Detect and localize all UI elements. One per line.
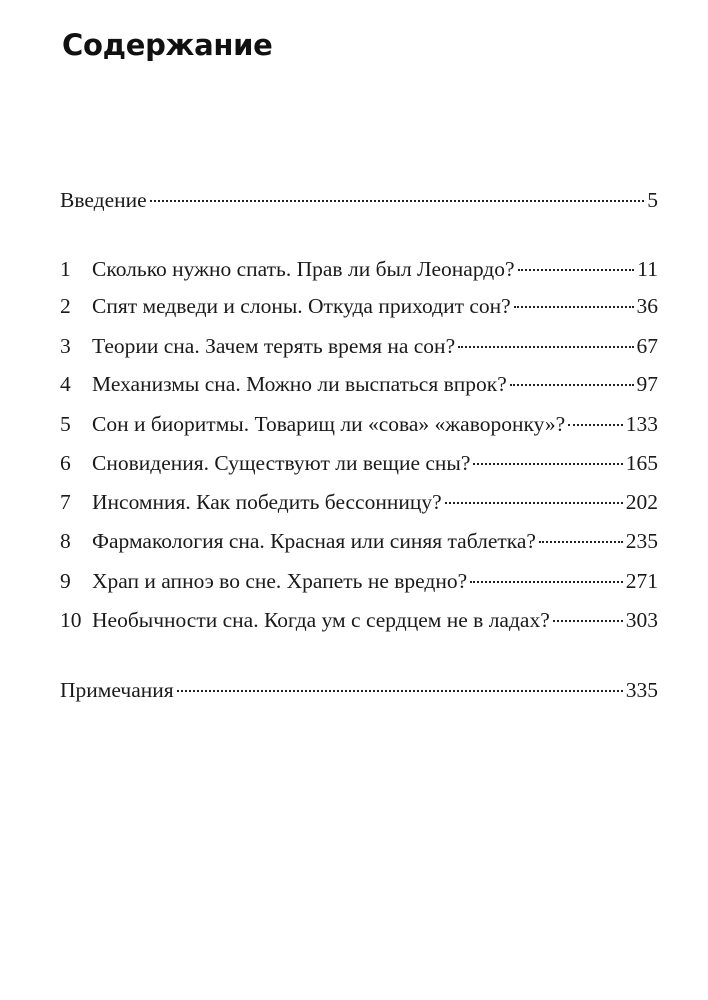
- toc-entry-chapter-7[interactable]: [60, 486, 658, 518]
- toc-leader-dots: [514, 306, 634, 308]
- toc-entry-title: Сколько нужно спать. Прав ли был Леонардо?: [92, 257, 515, 281]
- toc-leader-dots: [473, 463, 622, 465]
- toc-entry-title: Теории сна. Зачем терять время на сон?: [92, 334, 456, 358]
- toc-entry-chapter-9[interactable]: [60, 565, 658, 597]
- toc-page-number: 133: [625, 412, 658, 436]
- toc-chapter-number: 6: [60, 451, 71, 475]
- toc-chapter-number: 2: [60, 294, 71, 318]
- toc-entry-title: Примечания: [60, 678, 174, 702]
- toc-leader-dots: [539, 541, 623, 543]
- toc-entry-chapter-10[interactable]: [60, 604, 658, 636]
- toc-entry-chapter-3[interactable]: [60, 330, 658, 362]
- toc-chapter-number: 4: [60, 372, 71, 396]
- toc-entry-title: Фармакология сна. Красная или синяя таблетка?: [92, 529, 536, 553]
- toc-entry-chapter-8[interactable]: [60, 525, 658, 557]
- toc-entry-title: Инсомния. Как победить бессонницу?: [92, 490, 442, 514]
- toc-entry-chapter-1[interactable]: [60, 253, 658, 285]
- toc-page-number: 303: [625, 608, 658, 632]
- toc-chapter-number: 1: [60, 257, 71, 281]
- toc-chapter-number: 8: [60, 529, 71, 553]
- toc-page-number: 235: [625, 529, 658, 553]
- toc-chapter-number: 10: [60, 608, 82, 632]
- toc-entry-title: Храп и апноэ во сне. Храпеть не вредно?: [92, 569, 468, 593]
- toc-chapter-number: 7: [60, 490, 71, 514]
- toc-leader-dots: [470, 581, 623, 583]
- toc-entry-chapter-2[interactable]: [60, 290, 658, 322]
- toc-page-number: 11: [637, 257, 658, 281]
- toc-page-number: 67: [636, 334, 658, 358]
- toc-leader-dots: [553, 620, 623, 622]
- toc-chapter-number: 5: [60, 412, 71, 436]
- toc-page-number: 335: [625, 678, 658, 702]
- toc-entry-chapter-6[interactable]: [60, 447, 658, 479]
- toc-chapter-number: 3: [60, 334, 71, 358]
- toc-entry-intro[interactable]: [60, 184, 658, 216]
- toc-page-number: 165: [625, 451, 658, 475]
- toc-page-number: 202: [625, 490, 658, 514]
- toc-leader-dots: [445, 502, 623, 504]
- toc-page-number: 5: [647, 188, 658, 212]
- toc-page-number: 271: [625, 569, 658, 593]
- toc-page-number: 36: [636, 294, 658, 318]
- toc-entry-notes[interactable]: [60, 674, 658, 706]
- toc-leader-dots: [458, 346, 633, 348]
- toc-entry-title: Необычности сна. Когда ум с сердцем не в ладах?: [92, 608, 550, 632]
- toc-leader-dots: [568, 424, 623, 426]
- toc-entry-title: Введение: [60, 188, 147, 212]
- toc-chapter-number: 9: [60, 569, 71, 593]
- toc-page-number: 97: [636, 372, 658, 396]
- toc-leader-dots: [518, 269, 635, 271]
- toc-entry-title: Механизмы сна. Можно ли выспаться впрок?: [92, 372, 507, 396]
- toc-entry-title: Сновидения. Существуют ли вещие сны?: [92, 451, 471, 475]
- toc-entry-chapter-5[interactable]: [60, 408, 658, 440]
- page-title: Содержание: [62, 28, 273, 62]
- toc-entry-chapter-4[interactable]: [60, 368, 658, 400]
- toc-leader-dots: [150, 200, 645, 202]
- toc-entry-title: Спят медведи и слоны. Откуда приходит сон?: [92, 294, 511, 318]
- toc-entry-title: Сон и биоритмы. Товарищ ли «сова» «жаворонку»?: [92, 412, 566, 436]
- toc-leader-dots: [510, 384, 634, 386]
- toc-leader-dots: [177, 690, 623, 692]
